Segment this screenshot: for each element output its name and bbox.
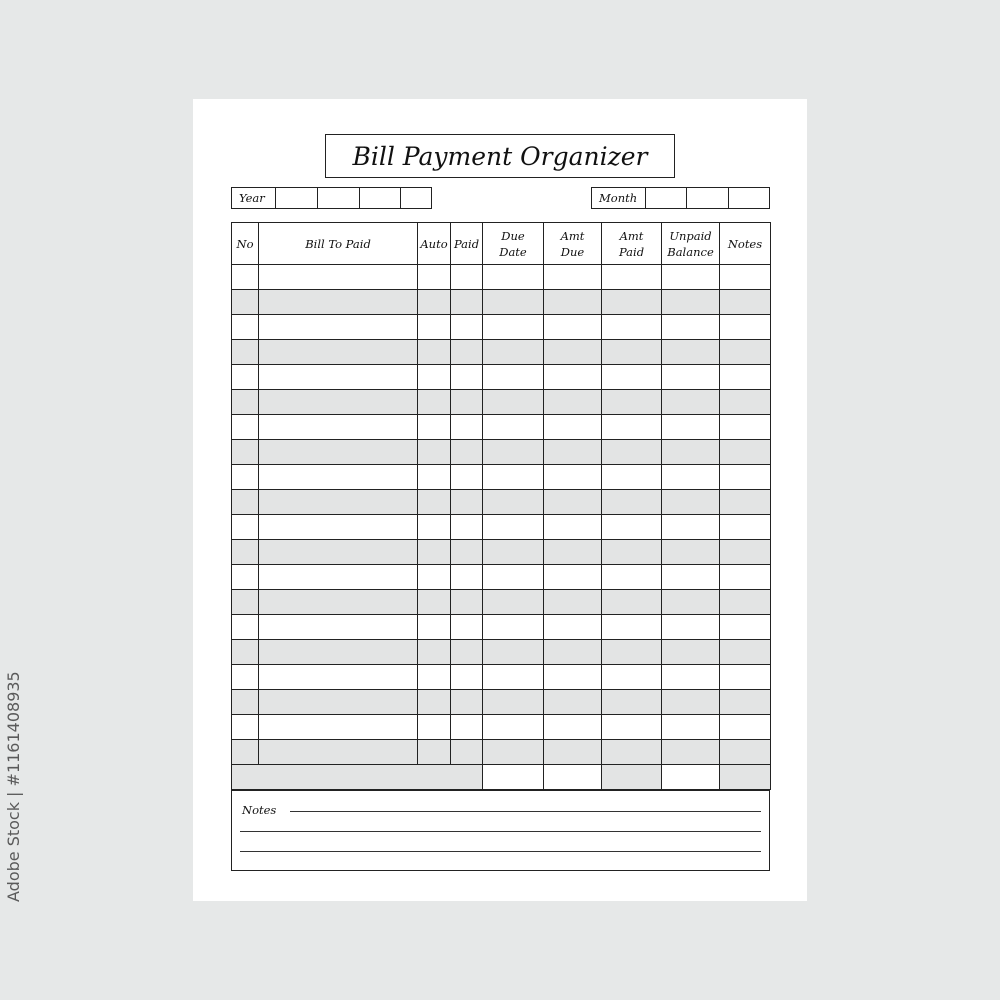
cell-auto[interactable]: [418, 615, 451, 640]
notes-line[interactable]: [290, 811, 761, 812]
cell-unpaid[interactable]: [662, 515, 720, 540]
cell-notes[interactable]: [720, 565, 771, 590]
cell-no[interactable]: [232, 315, 259, 340]
cell-paid[interactable]: [451, 340, 483, 365]
cell-unpaid[interactable]: [662, 340, 720, 365]
cell-auto[interactable]: [418, 540, 451, 565]
cell-unpaid[interactable]: [662, 265, 720, 290]
cell-amt-due[interactable]: [544, 565, 602, 590]
cell-notes[interactable]: [720, 440, 771, 465]
cell-bill[interactable]: [259, 490, 418, 515]
totals-row: [232, 765, 771, 790]
year-digit-box[interactable]: [401, 188, 431, 208]
cell-unpaid[interactable]: [662, 690, 720, 715]
cell-amt-due[interactable]: [544, 590, 602, 615]
cell-amt-paid[interactable]: [602, 390, 662, 415]
cell-amt-due[interactable]: [544, 640, 602, 665]
page-title: Bill Payment Organizer: [325, 134, 675, 178]
cell-notes[interactable]: [720, 640, 771, 665]
table-row: [232, 740, 771, 765]
cell-bill[interactable]: [259, 365, 418, 390]
cell-no[interactable]: [232, 440, 259, 465]
cell-unpaid[interactable]: [662, 390, 720, 415]
cell-amt-paid[interactable]: [602, 565, 662, 590]
table-row: [232, 540, 771, 565]
cell-bill[interactable]: [259, 640, 418, 665]
cell-amt-paid[interactable]: [602, 315, 662, 340]
cell-due-date[interactable]: [483, 315, 544, 340]
cell-amt-paid[interactable]: [602, 490, 662, 515]
cell-auto[interactable]: [418, 640, 451, 665]
cell-unpaid[interactable]: [662, 640, 720, 665]
cell-due-date[interactable]: [483, 415, 544, 440]
cell-auto[interactable]: [418, 490, 451, 515]
cell-notes[interactable]: [720, 365, 771, 390]
cell-due-date[interactable]: [483, 515, 544, 540]
cell-auto[interactable]: [418, 365, 451, 390]
cell-auto[interactable]: [418, 415, 451, 440]
bill-table: [231, 222, 771, 790]
cell-due-date[interactable]: [483, 615, 544, 640]
month-digit-box[interactable]: [687, 188, 729, 208]
cell-amt-paid[interactable]: [602, 465, 662, 490]
year-digit-box[interactable]: [360, 188, 401, 208]
cell-amt-due[interactable]: [544, 665, 602, 690]
cell-amt-paid[interactable]: [602, 690, 662, 715]
col-paid: Paid: [451, 223, 483, 265]
cell-paid[interactable]: [451, 440, 483, 465]
cell-auto[interactable]: [418, 690, 451, 715]
cell-unpaid[interactable]: [662, 315, 720, 340]
notes-line[interactable]: [240, 831, 761, 832]
cell-auto[interactable]: [418, 740, 451, 765]
cell-auto[interactable]: [418, 715, 451, 740]
cell-notes[interactable]: [720, 715, 771, 740]
cell-bill[interactable]: [259, 515, 418, 540]
cell-due-date[interactable]: [483, 465, 544, 490]
notes-line[interactable]: [240, 851, 761, 852]
cell-auto[interactable]: [418, 265, 451, 290]
cell-unpaid[interactable]: [662, 615, 720, 640]
cell-paid[interactable]: [451, 740, 483, 765]
cell-amt-due[interactable]: [544, 315, 602, 340]
notes-section[interactable]: [231, 790, 770, 871]
cell-amt-due[interactable]: [544, 440, 602, 465]
cell-bill[interactable]: [259, 590, 418, 615]
cell-paid[interactable]: [451, 715, 483, 740]
cell-bill[interactable]: [259, 565, 418, 590]
cell-unpaid[interactable]: [662, 290, 720, 315]
cell-notes[interactable]: [720, 540, 771, 565]
cell-no[interactable]: [232, 365, 259, 390]
cell-no[interactable]: [232, 490, 259, 515]
cell-amt-due[interactable]: [544, 715, 602, 740]
cell-amt-paid[interactable]: [602, 615, 662, 640]
table-row: [232, 465, 771, 490]
cell-notes[interactable]: [720, 740, 771, 765]
cell-no[interactable]: [232, 615, 259, 640]
cell-unpaid[interactable]: [662, 365, 720, 390]
cell-paid[interactable]: [451, 415, 483, 440]
cell-unpaid[interactable]: [662, 565, 720, 590]
cell-unpaid[interactable]: [662, 740, 720, 765]
cell-no[interactable]: [232, 715, 259, 740]
cell-paid[interactable]: [451, 315, 483, 340]
cell-due-date[interactable]: [483, 590, 544, 615]
col-due-date: Due Date: [483, 223, 544, 265]
cell-notes[interactable]: [720, 665, 771, 690]
cell-due-date[interactable]: [483, 265, 544, 290]
month-field[interactable]: [591, 187, 770, 209]
cell-auto[interactable]: [418, 440, 451, 465]
cell-amt-due[interactable]: [544, 340, 602, 365]
cell-notes[interactable]: [720, 315, 771, 340]
table-row: [232, 390, 771, 415]
cell-due-date[interactable]: [483, 390, 544, 415]
cell-auto[interactable]: [418, 315, 451, 340]
cell-due-date[interactable]: [483, 290, 544, 315]
cell-notes[interactable]: [720, 415, 771, 440]
totals-label-cell: [232, 765, 483, 790]
totals-notes-cell[interactable]: [720, 765, 771, 790]
table-row: [232, 490, 771, 515]
totals-unpaid-cell[interactable]: [662, 765, 720, 790]
year-digit-box[interactable]: [318, 188, 360, 208]
cell-notes[interactable]: [720, 265, 771, 290]
cell-bill[interactable]: [259, 415, 418, 440]
cell-bill[interactable]: [259, 315, 418, 340]
table-row: [232, 590, 771, 615]
cell-amt-due[interactable]: [544, 415, 602, 440]
cell-paid[interactable]: [451, 665, 483, 690]
cell-amt-due[interactable]: [544, 690, 602, 715]
table-row: [232, 515, 771, 540]
table-row: [232, 265, 771, 290]
cell-due-date[interactable]: [483, 365, 544, 390]
cell-notes[interactable]: [720, 690, 771, 715]
cell-amt-due[interactable]: [544, 740, 602, 765]
col-notes: Notes: [720, 223, 771, 265]
cell-unpaid[interactable]: [662, 490, 720, 515]
cell-amt-due[interactable]: [544, 540, 602, 565]
cell-bill[interactable]: [259, 465, 418, 490]
cell-due-date[interactable]: [483, 740, 544, 765]
table-row: [232, 690, 771, 715]
cell-amt-paid[interactable]: [602, 415, 662, 440]
cell-auto[interactable]: [418, 290, 451, 315]
cell-amt-paid[interactable]: [602, 365, 662, 390]
cell-no[interactable]: [232, 265, 259, 290]
cell-bill[interactable]: [259, 265, 418, 290]
table-row: [232, 665, 771, 690]
cell-auto[interactable]: [418, 590, 451, 615]
col-amt-paid: Amt Paid: [602, 223, 662, 265]
cell-due-date[interactable]: [483, 340, 544, 365]
cell-auto[interactable]: [418, 665, 451, 690]
totals-due-date-cell[interactable]: [483, 765, 544, 790]
table-header: [232, 223, 771, 265]
cell-due-date[interactable]: [483, 440, 544, 465]
cell-paid[interactable]: [451, 690, 483, 715]
cell-paid[interactable]: [451, 465, 483, 490]
cell-no[interactable]: [232, 665, 259, 690]
cell-paid[interactable]: [451, 515, 483, 540]
totals-amt-paid-cell[interactable]: [602, 765, 662, 790]
cell-due-date[interactable]: [483, 565, 544, 590]
table-row: [232, 640, 771, 665]
cell-amt-paid[interactable]: [602, 590, 662, 615]
cell-amt-due[interactable]: [544, 490, 602, 515]
cell-amt-due[interactable]: [544, 265, 602, 290]
cell-no[interactable]: [232, 690, 259, 715]
col-bill: Bill To Paid: [259, 223, 418, 265]
cell-bill[interactable]: [259, 665, 418, 690]
cell-no[interactable]: [232, 565, 259, 590]
cell-amt-paid[interactable]: [602, 440, 662, 465]
col-auto: Auto: [418, 223, 451, 265]
cell-unpaid[interactable]: [662, 465, 720, 490]
cell-bill[interactable]: [259, 690, 418, 715]
cell-no[interactable]: [232, 465, 259, 490]
cell-amt-paid[interactable]: [602, 665, 662, 690]
cell-notes[interactable]: [720, 490, 771, 515]
totals-amt-due-cell[interactable]: [544, 765, 602, 790]
cell-paid[interactable]: [451, 590, 483, 615]
table-row: [232, 365, 771, 390]
table-row: [232, 715, 771, 740]
cell-paid[interactable]: [451, 640, 483, 665]
cell-no[interactable]: [232, 740, 259, 765]
cell-paid[interactable]: [451, 265, 483, 290]
year-field[interactable]: [231, 187, 432, 209]
cell-notes[interactable]: [720, 615, 771, 640]
cell-amt-paid[interactable]: [602, 715, 662, 740]
stock-watermark-id: Adobe Stock | #1161408935: [4, 671, 23, 902]
cell-amt-due[interactable]: [544, 615, 602, 640]
cell-due-date[interactable]: [483, 490, 544, 515]
cell-due-date[interactable]: [483, 715, 544, 740]
cell-unpaid[interactable]: [662, 590, 720, 615]
month-digit-box[interactable]: [729, 188, 769, 208]
cell-paid[interactable]: [451, 490, 483, 515]
month-digit-box[interactable]: [646, 188, 687, 208]
cell-amt-paid[interactable]: [602, 740, 662, 765]
cell-notes[interactable]: [720, 465, 771, 490]
cell-auto[interactable]: [418, 390, 451, 415]
cell-amt-due[interactable]: [544, 290, 602, 315]
cell-bill[interactable]: [259, 440, 418, 465]
cell-unpaid[interactable]: [662, 715, 720, 740]
cell-paid[interactable]: [451, 390, 483, 415]
col-amt-due: Amt Due: [544, 223, 602, 265]
year-digit-box[interactable]: [276, 188, 318, 208]
cell-notes[interactable]: [720, 590, 771, 615]
cell-bill[interactable]: [259, 390, 418, 415]
cell-no[interactable]: [232, 415, 259, 440]
cell-no[interactable]: [232, 640, 259, 665]
cell-bill[interactable]: [259, 340, 418, 365]
cell-auto[interactable]: [418, 465, 451, 490]
table-row: [232, 440, 771, 465]
cell-due-date[interactable]: [483, 540, 544, 565]
cell-amt-paid[interactable]: [602, 540, 662, 565]
cell-unpaid[interactable]: [662, 415, 720, 440]
cell-paid[interactable]: [451, 565, 483, 590]
cell-bill[interactable]: [259, 715, 418, 740]
cell-paid[interactable]: [451, 615, 483, 640]
cell-amt-due[interactable]: [544, 515, 602, 540]
cell-amt-paid[interactable]: [602, 265, 662, 290]
table-row: [232, 615, 771, 640]
cell-amt-due[interactable]: [544, 390, 602, 415]
cell-no[interactable]: [232, 290, 259, 315]
col-no: No: [232, 223, 259, 265]
cell-notes[interactable]: [720, 515, 771, 540]
cell-due-date[interactable]: [483, 640, 544, 665]
cell-auto[interactable]: [418, 565, 451, 590]
table-row: [232, 315, 771, 340]
cell-auto[interactable]: [418, 515, 451, 540]
month-label: Month: [592, 188, 646, 208]
cell-amt-due[interactable]: [544, 365, 602, 390]
cell-paid[interactable]: [451, 290, 483, 315]
col-unpaid-balance: Unpaid Balance: [662, 223, 720, 265]
cell-auto[interactable]: [418, 340, 451, 365]
cell-due-date[interactable]: [483, 690, 544, 715]
cell-paid[interactable]: [451, 365, 483, 390]
table-row: [232, 340, 771, 365]
cell-amt-paid[interactable]: [602, 290, 662, 315]
year-label: Year: [232, 188, 276, 208]
cell-no[interactable]: [232, 540, 259, 565]
cell-amt-paid[interactable]: [602, 640, 662, 665]
cell-notes[interactable]: [720, 390, 771, 415]
cell-paid[interactable]: [451, 540, 483, 565]
cell-bill[interactable]: [259, 615, 418, 640]
table-row: [232, 290, 771, 315]
cell-no[interactable]: [232, 390, 259, 415]
cell-notes[interactable]: [720, 340, 771, 365]
cell-no[interactable]: [232, 340, 259, 365]
table-row: [232, 415, 771, 440]
cell-unpaid[interactable]: [662, 440, 720, 465]
cell-bill[interactable]: [259, 290, 418, 315]
cell-unpaid[interactable]: [662, 540, 720, 565]
cell-bill[interactable]: [259, 740, 418, 765]
cell-no[interactable]: [232, 515, 259, 540]
cell-unpaid[interactable]: [662, 665, 720, 690]
notes-label: Notes: [242, 803, 277, 817]
cell-amt-paid[interactable]: [602, 515, 662, 540]
cell-due-date[interactable]: [483, 665, 544, 690]
cell-no[interactable]: [232, 590, 259, 615]
cell-notes[interactable]: [720, 290, 771, 315]
cell-bill[interactable]: [259, 540, 418, 565]
cell-amt-paid[interactable]: [602, 340, 662, 365]
cell-amt-due[interactable]: [544, 465, 602, 490]
table-row: [232, 565, 771, 590]
